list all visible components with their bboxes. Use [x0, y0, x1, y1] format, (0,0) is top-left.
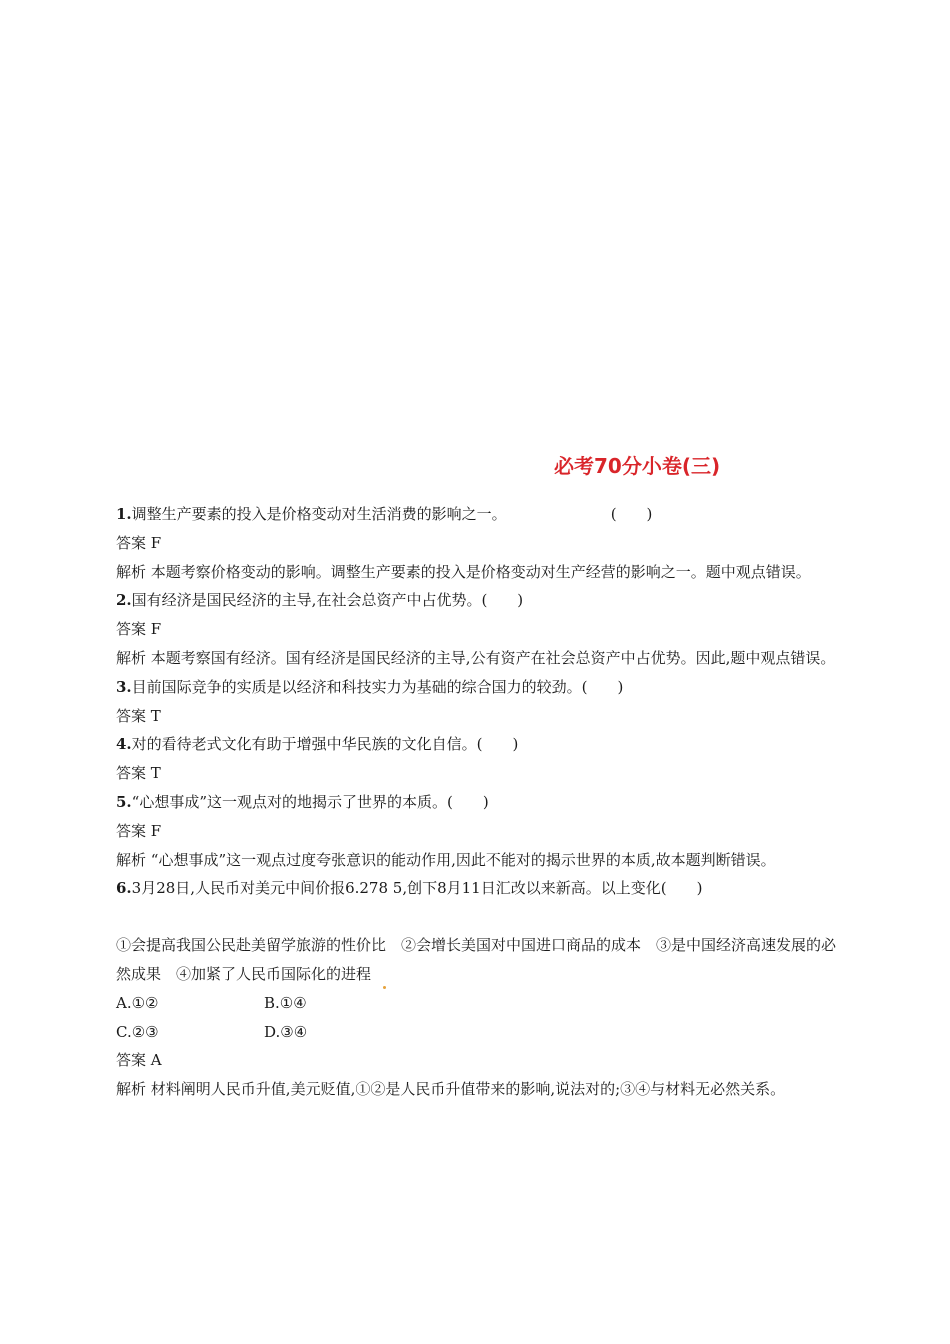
option-b: B.①④: [264, 993, 307, 1012]
answer-value: F: [150, 533, 162, 552]
answer-line: [116, 759, 836, 788]
answer-label: 答案: [116, 821, 147, 840]
question-number: 5.: [116, 792, 132, 811]
question-5: [116, 788, 836, 817]
answer-value: F: [150, 620, 162, 639]
option-d: D.③④: [264, 1022, 308, 1041]
option-row: [116, 1018, 836, 1047]
option-row: [116, 989, 836, 1018]
question-text: 国有经济是国民经济的主导,在社会总资产中占优势。( ): [131, 591, 524, 610]
answer-value: F: [150, 821, 162, 840]
question-text: 3月28日,人民币对美元中间价报6.278 5,创下8月11日汇改以来新高。以上变化( ): [131, 879, 703, 898]
answer-value: T: [150, 764, 161, 783]
answer-value: A: [150, 1051, 162, 1070]
question-number: 4.: [116, 735, 132, 754]
analysis-line: [116, 846, 836, 875]
option-c: C.②③: [116, 1022, 159, 1041]
answer-label: 答案: [116, 620, 147, 639]
answer-line: [116, 817, 836, 846]
question-2: [116, 586, 836, 615]
question-3: [116, 673, 836, 702]
stray-dot-mark: [383, 986, 386, 989]
analysis-label: 解析: [116, 850, 147, 869]
analysis-label: 解析: [116, 1080, 147, 1099]
analysis-line: [116, 1075, 836, 1104]
analysis-label: 解析: [116, 648, 147, 667]
analysis-label: 解析: [116, 562, 147, 581]
blank-space: [116, 903, 836, 931]
question-text: 调整生产要素的投入是价格变动对生活消费的影响之一。: [131, 505, 507, 523]
analysis-line: [116, 558, 836, 587]
option-a: A.①②: [116, 993, 159, 1012]
question-number: 3.: [116, 677, 132, 696]
question-number: 1.: [116, 505, 132, 523]
question-text: 目前国际竞争的实质是以经济和科技实力为基础的综合国力的较劲。( ): [131, 677, 624, 696]
answer-value: T: [150, 706, 161, 725]
answer-label: 答案: [116, 533, 147, 552]
answer-label: 答案: [116, 1051, 147, 1070]
question-text: “心想事成”这一观点对的地揭示了世界的本质。( ): [131, 792, 489, 811]
page-title: 必考70分小卷(三): [554, 454, 721, 478]
question-list: [116, 500, 836, 1104]
answer-label: 答案: [116, 764, 147, 783]
question-6: [116, 874, 836, 903]
answer-label: 答案: [116, 706, 147, 725]
analysis-text: 本题考察价格变动的影响。调整生产要素的投入是价格变动对生产经营的影响之一。题中观点错误。: [150, 562, 811, 581]
answer-line: [116, 615, 836, 644]
question-text: 对的看待老式文化有助于增强中华民族的文化自信。( ): [131, 735, 519, 754]
question-number: 2.: [116, 591, 132, 610]
analysis-text: 材料阐明人民币升值,美元贬值,①②是人民币升值带来的影响,说法对的;③④与材料无必然关系。: [150, 1080, 786, 1099]
answer-line: [116, 1046, 836, 1075]
question-4: [116, 730, 836, 759]
statement-list: ①会提高我国公民赴美留学旅游的性价比 ②会增长美国对中国进口商品的成本 ③是中国经济高速发展的必然成果 ④加紧了人民币国际化的进程: [116, 936, 837, 983]
analysis-text: 本题考察国有经济。国有经济是国民经济的主导,公有资产在社会总资产中占优势。因此,题中观点错误。: [150, 648, 836, 667]
question-number: 6.: [116, 879, 132, 898]
answer-blank: ( ): [610, 505, 653, 523]
analysis-text: “心想事成”这一观点过度夸张意识的能动作用,因此不能对的揭示世界的本质,故本题判断错误。: [150, 850, 776, 869]
analysis-line: [116, 644, 836, 673]
answer-line: [116, 529, 836, 558]
answer-line: [116, 702, 836, 731]
question-1: [116, 500, 836, 529]
